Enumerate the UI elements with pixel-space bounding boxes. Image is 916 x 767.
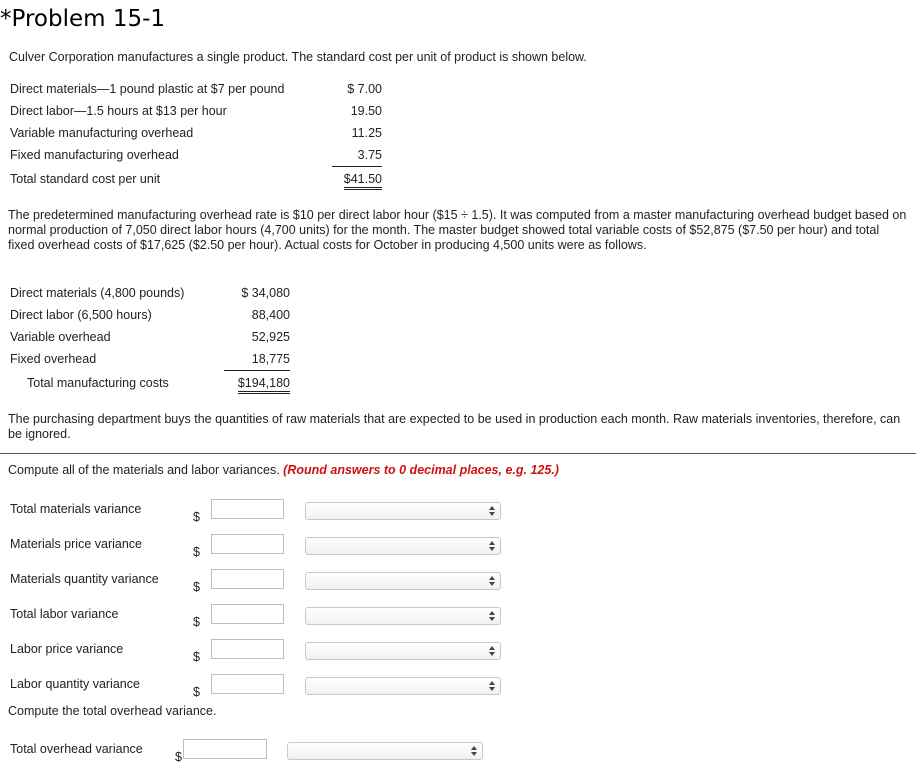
section-divider [0, 453, 916, 454]
updown-arrows-icon [489, 611, 495, 621]
total-value: $194,180 [238, 376, 290, 394]
updown-arrows-icon [489, 681, 495, 691]
purchasing-paragraph: The purchasing department buys the quantities of raw materials that are expected to be used in production each month. Raw materials inventories, therefore, can be ignored. [8, 412, 901, 441]
labor-quantity-variance-select[interactable] [305, 677, 501, 695]
labor-price-variance-input[interactable] [211, 639, 284, 659]
variance-label: Labor price variance [10, 642, 124, 656]
total-materials-variance-select[interactable] [305, 502, 501, 520]
row-value: 19.50 [350, 104, 382, 118]
dollar-sign: $ [175, 750, 182, 764]
row-label: Direct materials (4,800 pounds) [10, 286, 185, 300]
updown-arrows-icon [489, 576, 495, 586]
instruction-overhead: Compute the total overhead variance. [8, 704, 217, 718]
instruction-materials-labor [8, 463, 559, 477]
row-value: 52,925 [251, 330, 290, 344]
variance-label: Total materials variance [10, 502, 142, 516]
instruction-text: Compute all of the materials and labor variances. [8, 463, 280, 477]
row-value: 88,400 [251, 308, 290, 322]
table-row [10, 100, 382, 122]
total-overhead-variance-input[interactable] [183, 739, 267, 759]
table-row [10, 78, 382, 100]
updown-arrows-icon [489, 541, 495, 551]
updown-arrows-icon [489, 646, 495, 656]
row-label: Fixed overhead [10, 352, 97, 367]
row-label: Fixed manufacturing overhead [10, 148, 179, 163]
materials-quantity-variance-input[interactable] [211, 569, 284, 589]
table-row [10, 122, 382, 144]
variance-label: Labor quantity variance [10, 677, 140, 691]
row-label: Direct labor—1.5 hours at $13 per hour [10, 104, 227, 118]
overhead-rate-paragraph: The predetermined manufacturing overhead rate is $10 per direct labor hour ($15 ÷ 1.5). It was computed from a master manufacturing overhead budget based on normal production of 7,050 direct labor hours (4,700 units) for the month. The master budget showed total variable costs of $52,875 ($7.50 per hour) and total fixed overhead costs of $17,625 ($2.50 per hour). Actual costs for October in producing 4,500 units were as follows. [8, 208, 907, 252]
row-value: 18,775 [251, 352, 290, 366]
variance-label: Total labor variance [10, 607, 119, 621]
dollar-sign: $ [193, 650, 200, 664]
row-label: Variable manufacturing overhead [10, 126, 194, 140]
table-row [10, 304, 290, 326]
variance-label: Materials quantity variance [10, 572, 159, 586]
intro-text: Culver Corporation manufactures a single product. The standard cost per unit of product is shown below. [9, 50, 587, 64]
dollar-sign: $ [193, 545, 200, 559]
labor-quantity-variance-input[interactable] [211, 674, 284, 694]
row-label: Direct labor (6,500 hours) [10, 308, 152, 322]
row-label: Variable overhead [10, 330, 111, 344]
materials-price-variance-select[interactable] [305, 537, 501, 555]
standard-cost-table [10, 78, 382, 191]
row-value: $ 7.00 [347, 82, 382, 96]
table-row [10, 348, 290, 371]
dollar-sign: $ [193, 615, 200, 629]
row-label: Direct materials—1 pound plastic at $7 per pound [10, 82, 285, 96]
page-title: *Problem 15-1 [0, 6, 166, 32]
total-labor-variance-input[interactable] [211, 604, 284, 624]
total-overhead-variance-select[interactable] [287, 742, 483, 760]
actual-costs-table [10, 282, 290, 395]
variance-label: Materials price variance [10, 537, 142, 551]
row-value: 11.25 [351, 126, 382, 140]
dollar-sign: $ [193, 685, 200, 699]
materials-quantity-variance-select[interactable] [305, 572, 501, 590]
row-value: $ 34,080 [241, 286, 290, 300]
table-total-row [10, 371, 290, 396]
total-label: Total standard cost per unit [10, 171, 161, 186]
table-row [10, 326, 290, 348]
row-value: 3.75 [357, 148, 382, 162]
updown-arrows-icon [471, 746, 477, 756]
total-label: Total manufacturing costs [27, 375, 169, 390]
rounding-note: (Round answers to 0 decimal places, e.g. 125.) [283, 463, 559, 477]
labor-price-variance-select[interactable] [305, 642, 501, 660]
updown-arrows-icon [489, 506, 495, 516]
table-total-row [10, 167, 382, 192]
dollar-sign: $ [193, 510, 200, 524]
variance-label: Total overhead variance [10, 742, 143, 756]
materials-price-variance-input[interactable] [211, 534, 284, 554]
total-labor-variance-select[interactable] [305, 607, 501, 625]
dollar-sign: $ [193, 580, 200, 594]
total-value: $41.50 [344, 172, 382, 190]
total-materials-variance-input[interactable] [211, 499, 284, 519]
table-row [10, 144, 382, 167]
table-row [10, 282, 290, 304]
